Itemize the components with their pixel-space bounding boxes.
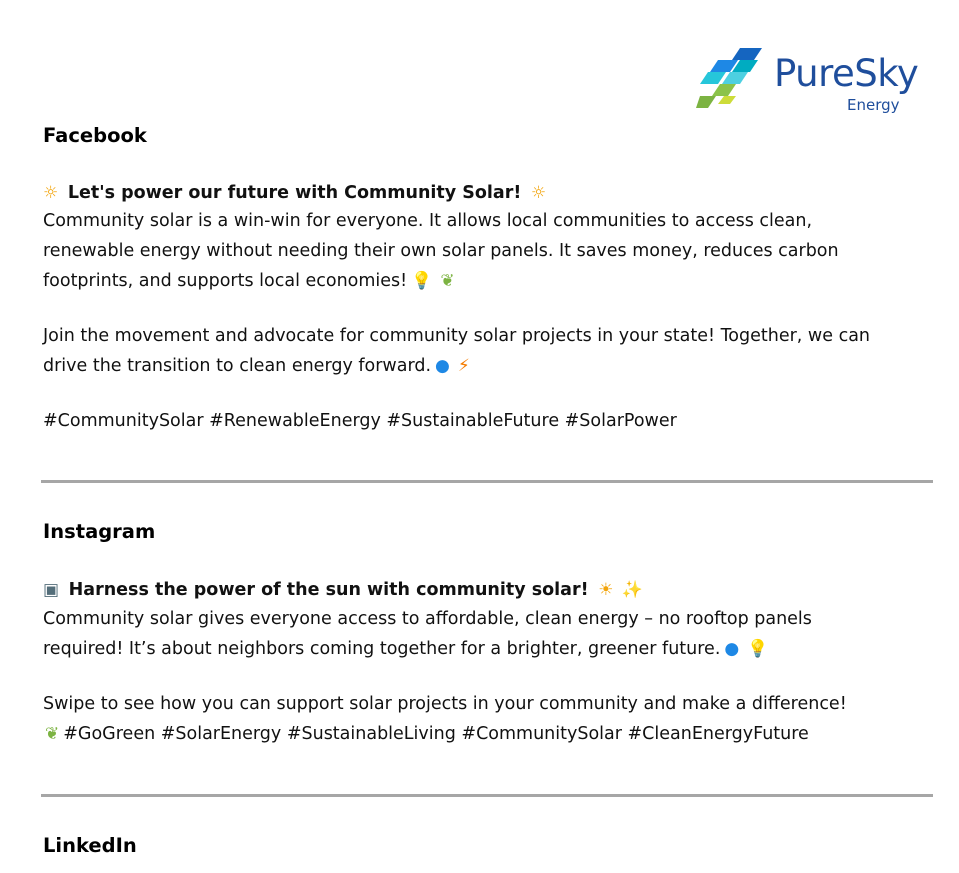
facebook-body-line: Community solar is a win-win for everyone. It allows local communities to access clean, xyxy=(43,211,813,231)
facebook-post-headline xyxy=(43,181,550,205)
facebook-hashtags xyxy=(43,406,938,436)
herb-leaf-icon: ❦ xyxy=(440,271,455,291)
sparkles-icon: ✨ xyxy=(621,580,643,600)
instagram-cta xyxy=(43,689,938,749)
facebook-heading: Facebook xyxy=(43,124,147,147)
light-bulb-icon: 💡 xyxy=(747,639,769,659)
smiling-sun-icon: ☼ xyxy=(43,183,59,203)
facebook-cta-line: Join the movement and advocate for community solar projects in your state! Together, we can xyxy=(43,326,871,346)
logo-brand-name: PureSky xyxy=(774,52,919,95)
facebook-body xyxy=(43,206,938,296)
smiling-sun-icon: ☼ xyxy=(530,183,547,203)
facebook-headline-text: Let's power our future with Community Solar! xyxy=(67,183,522,203)
section-divider xyxy=(41,480,933,483)
instagram-body-line: Community solar gives everyone access to affordable, clean energy – no rooftop panels xyxy=(43,609,812,629)
instagram-body-line-text: required! It’s about neighbors coming together for a brighter, greener future. xyxy=(43,639,721,659)
camera-icon: ▣ xyxy=(43,580,60,600)
herb-leaf-icon: ❦ xyxy=(45,724,60,744)
instagram-headline-text: Harness the power of the sun with community solar! xyxy=(68,580,589,600)
globe-icon: ● xyxy=(724,639,740,659)
facebook-cta xyxy=(43,321,938,381)
instagram-hashtags-line xyxy=(43,719,938,749)
instagram-heading: Instagram xyxy=(43,520,156,543)
facebook-cta-line-with-icons xyxy=(43,351,938,381)
globe-icon: ● xyxy=(435,356,450,376)
instagram-body-line-with-icons xyxy=(43,634,938,664)
logo-tagline: Energy xyxy=(847,96,900,114)
instagram-body xyxy=(43,604,938,664)
sun-icon: ☀ xyxy=(598,580,614,600)
section-divider xyxy=(41,794,933,797)
linkedin-heading: LinkedIn xyxy=(43,834,137,857)
puresky-logo-mark xyxy=(696,46,776,112)
facebook-body-line: renewable energy without needing their own solar panels. It saves money, reduces carbon xyxy=(43,241,839,261)
facebook-body-line-text: footprints, and supports local economies! xyxy=(43,271,408,291)
lightning-bolt-icon: ⚡ xyxy=(457,356,470,376)
facebook-cta-line-text: drive the transition to clean energy forward. xyxy=(43,356,432,376)
instagram-post-headline xyxy=(43,578,647,602)
instagram-cta-line: Swipe to see how you can support solar projects in your community and make a difference! xyxy=(43,694,847,714)
light-bulb-icon: 💡 xyxy=(411,271,433,291)
facebook-hashtags-text: #CommunitySolar #RenewableEnergy #SustainableFuture #SolarPower xyxy=(43,411,677,431)
instagram-hashtags-text: #GoGreen #SolarEnergy #SustainableLiving #CommunitySolar #CleanEnergyFuture xyxy=(63,724,809,744)
puresky-logo xyxy=(696,46,941,122)
facebook-body-line-with-icons xyxy=(43,266,938,296)
